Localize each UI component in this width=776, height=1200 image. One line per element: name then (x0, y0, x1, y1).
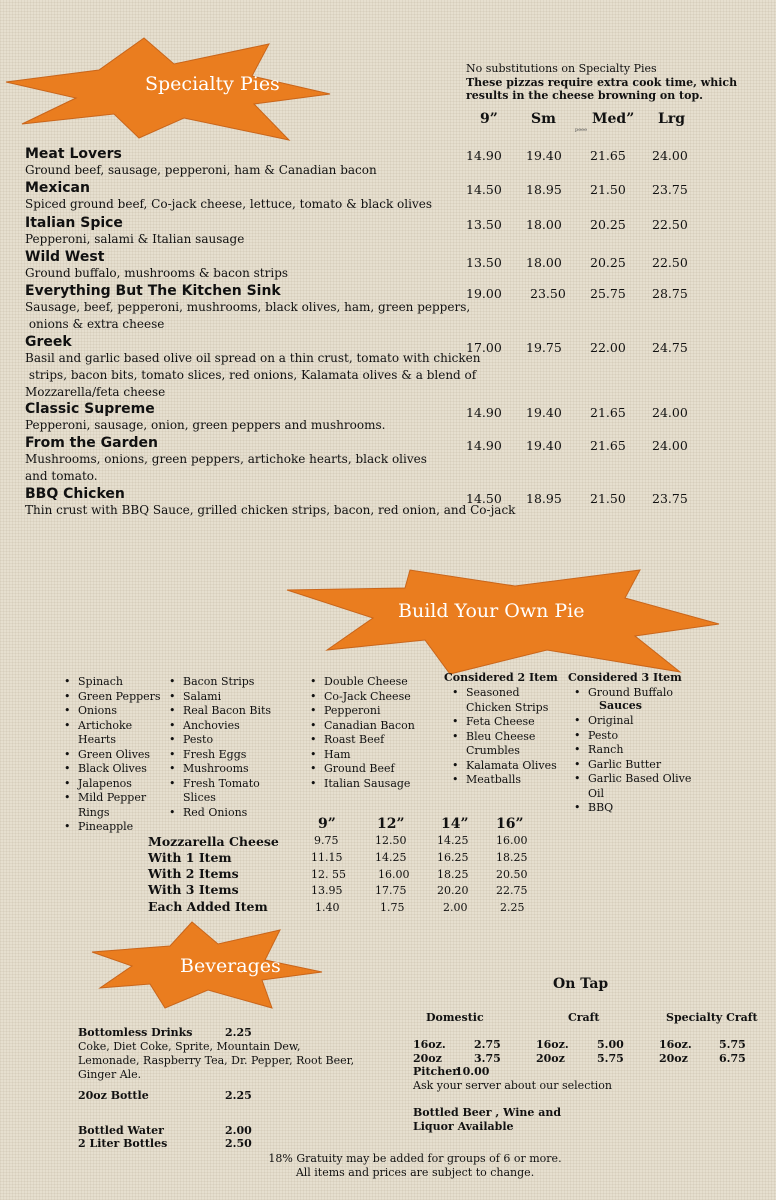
byo-row-label: Mozzarella Cheese (148, 834, 279, 849)
pie-name: BBQ Chicken (25, 486, 125, 502)
byo-price: 22.75 (496, 884, 528, 897)
topping-item: • Pineapple (62, 820, 172, 835)
pie-desc: Pepperoni, sausage, onion, green peppers and mushrooms. (25, 418, 386, 432)
pie-kitchen-sink (25, 283, 470, 333)
topping-item: • Pepperoni (308, 704, 428, 719)
byo-price: 2.00 (443, 901, 468, 914)
tap-size: 16oz. (536, 1038, 569, 1051)
pie-classic-supreme (25, 401, 385, 434)
tap-price: 5.75 (597, 1052, 624, 1065)
considered-2-title: Considered 2 Item (444, 671, 558, 684)
price-meat-lovers-sm: 19.40 (526, 148, 562, 163)
pie-desc: Ground beef, sausage, pepperoni, ham & Canadian bacon (25, 163, 377, 177)
topping-item: • Fresh Tomato Slices (167, 777, 265, 806)
tap-price: 5.75 (719, 1038, 746, 1051)
pie-desc: Pepperoni, salami & Italian sausage (25, 232, 245, 246)
topping-item: • Green Peppers (62, 690, 172, 705)
sauce-item: • Garlic Based Olive Oil (572, 772, 692, 801)
size-header-9: 9” (480, 111, 498, 127)
toppings-col-3 (308, 675, 428, 791)
price-wild-west-lrg: 22.50 (652, 255, 688, 270)
bottomless-desc-3: Ginger Ale. (78, 1068, 142, 1081)
price-bbq-chicken-sm: 18.95 (526, 491, 562, 506)
bottle-price: 2.25 (225, 1089, 252, 1102)
byo-size-16: 16” (496, 816, 524, 832)
price-bbq-chicken-med: 21.50 (590, 491, 626, 506)
byo-price: 1.75 (380, 901, 405, 914)
pie-desc: Ground buffalo, mushrooms & bacon strips (25, 266, 289, 280)
sauce-item: • Garlic Butter (572, 758, 692, 773)
topping-item: • Kalamata Olives (450, 759, 568, 774)
byo-price: 12.50 (375, 834, 407, 847)
price-classic-supreme-sm: 19.40 (526, 405, 562, 420)
bottomless-desc-1: Coke, Diet Coke, Sprite, Mountain Dew, (78, 1040, 301, 1053)
price-mexican-med: 21.50 (590, 182, 626, 197)
price-mexican-9: 14.50 (466, 182, 502, 197)
pie-desc: Thin crust with BBQ Sauce, grilled chicken strips, bacon, red onion, and Co-jack (25, 503, 516, 517)
tap-size: 16oz. (659, 1038, 692, 1051)
byo-price: 11.15 (311, 851, 343, 864)
price-greek-med: 22.00 (590, 340, 626, 355)
byo-size-12: 12” (377, 816, 405, 832)
price-kitchen-sink-med: 25.75 (590, 286, 626, 301)
price-mexican-lrg: 23.75 (652, 182, 688, 197)
topping-item: • Co-Jack Cheese (308, 690, 428, 705)
topping-item: • Anchovies (167, 719, 277, 734)
price-italian-spice-sm: 18.00 (526, 217, 562, 232)
pie-meat-lovers (25, 146, 377, 179)
price-garden-lrg: 24.00 (652, 438, 688, 453)
byo-row-label: Each Added Item (148, 899, 268, 914)
pie-greek (25, 334, 481, 401)
pie-bbq-chicken (25, 486, 515, 519)
specialty-craft-title: Specialty Craft (666, 1011, 758, 1024)
price-bbq-chicken-lrg: 23.75 (652, 491, 688, 506)
price-classic-supreme-9: 14.90 (466, 405, 502, 420)
pie-desc: strips, bacon bits, tomato slices, red onions, Kalamata olives & a blend of (25, 368, 477, 382)
byo-price: 18.25 (496, 851, 528, 864)
tap-size: 16oz. (413, 1038, 446, 1051)
price-italian-spice-med: 20.25 (590, 217, 626, 232)
topping-item: • Green Olives (62, 748, 172, 763)
bottomless-price: 2.25 (225, 1026, 252, 1039)
price-change-note: All items and prices are subject to change. (295, 1166, 535, 1179)
byo-price: 2.25 (500, 901, 525, 914)
tap-size: Pitcher (413, 1065, 459, 1078)
pie-from-the-garden (25, 435, 427, 485)
topping-item: • Seasoned Chicken Strips (450, 686, 568, 715)
build-your-own-title: Build Your Own Pie (398, 600, 585, 622)
topping-item: • Pesto (167, 733, 277, 748)
cook-time-note-2: results in the cheese browning on top. (466, 89, 703, 102)
byo-price: 14.25 (437, 834, 469, 847)
pie-desc: Spiced ground beef, Co-jack cheese, lettuce, tomato & black olives (25, 197, 432, 211)
price-meat-lovers-med: 21.65 (590, 148, 626, 163)
pie-desc: Mushrooms, onions, green peppers, artichoke hearts, black olives (25, 452, 427, 466)
byo-price: 16.00 (378, 868, 410, 881)
price-meat-lovers-9: 14.90 (466, 148, 502, 163)
price-garden-sm: 19.40 (526, 438, 562, 453)
topping-item: • Feta Cheese (450, 715, 568, 730)
considered-3-title: Considered 3 Item (568, 671, 682, 684)
topping-item: • Jalapenos (62, 777, 172, 792)
pie-desc: Basil and garlic based olive oil spread on a thin crust, tomato with chicken (25, 351, 481, 365)
price-wild-west-9: 13.50 (466, 255, 502, 270)
byo-price: 9.75 (314, 834, 339, 847)
price-italian-spice-9: 13.50 (466, 217, 502, 232)
pie-desc: onions & extra cheese (25, 317, 165, 331)
price-kitchen-sink-9: 19.00 (466, 286, 502, 301)
price-meat-lovers-lrg: 24.00 (652, 148, 688, 163)
specialty-pies-title: Specialty Pies (145, 73, 280, 95)
byo-price: 14.25 (375, 851, 407, 864)
byo-row-label: With 2 Items (148, 866, 239, 881)
byo-price: 20.20 (437, 884, 469, 897)
tap-price: 5.00 (597, 1038, 624, 1051)
pie-name: Everything But The Kitchen Sink (25, 283, 281, 299)
pie-italian-spice (25, 215, 244, 248)
pie-name: Mexican (25, 180, 90, 196)
pie-desc: Sausage, beef, pepperoni, mushrooms, black olives, ham, green peppers, (25, 300, 471, 314)
pie-name: Greek (25, 334, 72, 350)
tap-price: 3.75 (474, 1052, 501, 1065)
byo-price: 1.40 (315, 901, 340, 914)
price-wild-west-med: 20.25 (590, 255, 626, 270)
size-header-med: Med” (592, 111, 635, 127)
topping-item: • Ham (308, 748, 428, 763)
cook-time-note-1: These pizzas require extra cook time, which (466, 76, 738, 89)
pie-name: Classic Supreme (25, 401, 155, 417)
price-wild-west-sm: 18.00 (526, 255, 562, 270)
on-tap-title: On Tap (553, 976, 609, 992)
price-bbq-chicken-9: 14.50 (466, 491, 502, 506)
bottled-beer-line-1: Bottled Beer , Wine and (413, 1106, 562, 1119)
bottomless-label: Bottomless Drinks (78, 1026, 193, 1039)
topping-item: • Bacon Strips (167, 675, 277, 690)
toppings-col-2 (167, 675, 277, 820)
tap-size: 20oz (659, 1052, 688, 1065)
pie-desc: and tomato. (25, 469, 98, 483)
price-mexican-sm: 18.95 (526, 182, 562, 197)
topping-item: • Salami (167, 690, 277, 705)
no-substitutions-note: No substitutions on Specialty Pies (466, 62, 657, 75)
byo-price: 18.25 (437, 868, 469, 881)
water-price: 2.00 (225, 1124, 252, 1137)
byo-price: 16.25 (437, 851, 469, 864)
sauces-title: Sauces (599, 699, 642, 712)
topping-item: • Real Bacon Bits (167, 704, 277, 719)
toppings-col-1 (62, 675, 172, 835)
topping-item: • Italian Sausage (308, 777, 428, 792)
sauce-item: • Original (572, 714, 692, 729)
topping-item: • Onions (62, 704, 172, 719)
pie-name: From the Garden (25, 435, 159, 451)
pie-mexican (25, 180, 432, 213)
byo-size-9: 9” (318, 816, 336, 832)
liter-price: 2.50 (225, 1137, 252, 1150)
byo-row-label: With 3 Items (148, 882, 239, 897)
topping-item: • Ground Buffalo (572, 686, 692, 701)
pie-name: Wild West (25, 249, 105, 265)
topping-item: • Meatballs (450, 773, 568, 788)
sauce-item: • Pesto (572, 729, 692, 744)
stray-mark: peee (575, 127, 588, 133)
topping-item: • Double Cheese (308, 675, 428, 690)
pie-name: Italian Spice (25, 215, 123, 231)
sauce-item: • Ranch (572, 743, 692, 758)
byo-row-label: With 1 Item (148, 850, 232, 865)
byo-price: 16.00 (496, 834, 528, 847)
pie-name: Meat Lovers (25, 146, 122, 162)
beverages-title: Beverages (180, 955, 281, 977)
bottle-label: 20oz Bottle (78, 1089, 149, 1102)
topping-item: • Mushrooms (167, 762, 277, 777)
size-header-lrg: Lrg (658, 111, 686, 127)
sauce-item: • BBQ (572, 801, 692, 816)
price-classic-supreme-lrg: 24.00 (652, 405, 688, 420)
considered-2-list (450, 686, 568, 788)
price-italian-spice-lrg: 22.50 (652, 217, 688, 232)
topping-item: • Spinach (62, 675, 172, 690)
tap-price: 10.00 (455, 1065, 490, 1078)
topping-item: • Mild Pepper Rings (62, 791, 152, 820)
price-garden-9: 14.90 (466, 438, 502, 453)
price-greek-9: 17.00 (466, 340, 502, 355)
price-classic-supreme-med: 21.65 (590, 405, 626, 420)
tap-price: 2.75 (474, 1038, 501, 1051)
build-your-own-starburst (285, 568, 725, 676)
bottomless-desc-2: Lemonade, Raspberry Tea, Dr. Pepper, Root Beer, (78, 1054, 355, 1067)
pie-desc: Mozzarella/feta cheese (25, 385, 166, 399)
topping-item: • Ground Beef (308, 762, 428, 777)
byo-price: 12. 55 (311, 868, 346, 881)
pie-wild-west (25, 249, 288, 282)
tap-size: 20oz (536, 1052, 565, 1065)
size-header-sm: Sm (531, 111, 556, 127)
price-greek-lrg: 24.75 (652, 340, 688, 355)
price-kitchen-sink-lrg: 28.75 (652, 286, 688, 301)
ask-server-note: Ask your server about our selection (413, 1079, 612, 1092)
water-label: Bottled Water (78, 1124, 164, 1137)
bottled-beer-line-2: Liquor Available (413, 1120, 514, 1133)
craft-title: Craft (568, 1011, 600, 1024)
topping-item: • Canadian Bacon (308, 719, 428, 734)
liter-label: 2 Liter Bottles (78, 1137, 168, 1150)
domestic-title: Domestic (426, 1011, 484, 1024)
byo-size-14: 14” (441, 816, 469, 832)
byo-price: 13.95 (311, 884, 343, 897)
topping-item: • Bleu Cheese Crumbles (450, 730, 548, 759)
byo-price: 20.50 (496, 868, 528, 881)
topping-item: • Roast Beef (308, 733, 428, 748)
price-kitchen-sink-sm: 23.50 (530, 286, 566, 301)
topping-item: • Black Olives (62, 762, 172, 777)
gratuity-note: 18% Gratuity may be added for groups of 6 or more. (268, 1152, 562, 1165)
price-greek-sm: 19.75 (526, 340, 562, 355)
tap-size: 20oz (413, 1052, 442, 1065)
byo-price: 17.75 (375, 884, 407, 897)
topping-item: • Red Onions (167, 806, 277, 821)
tap-price: 6.75 (719, 1052, 746, 1065)
price-garden-med: 21.65 (590, 438, 626, 453)
topping-item: • Fresh Eggs (167, 748, 277, 763)
topping-item: • Artichoke Hearts (62, 719, 172, 748)
sauces-list (572, 714, 692, 816)
